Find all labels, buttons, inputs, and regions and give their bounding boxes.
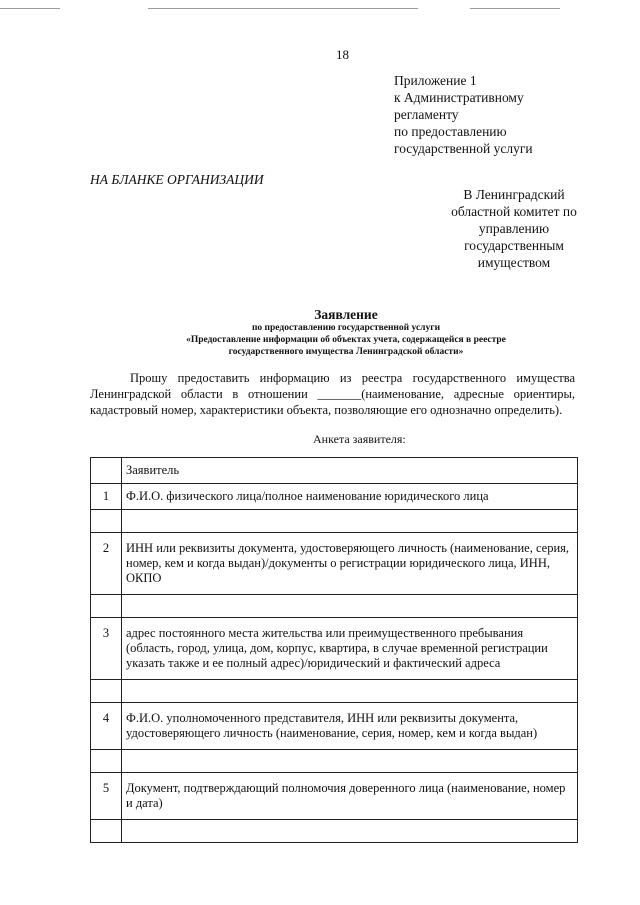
addressee-block (420, 186, 608, 271)
addressee-line: управлению (478, 221, 550, 236)
page-number: 18 (336, 47, 349, 62)
row-label: ИНН или реквизиты документа, удостоверяющего личность (наименование, серия, номер, кем и когда выдан)/документы о регистрации юридического лица, ИНН, ОКПО (122, 533, 578, 595)
row-number: 5 (91, 773, 122, 820)
row-label: Ф.И.О. физического лица/полное наименование юридического лица (122, 484, 578, 510)
appendix-block (394, 72, 614, 157)
appendix-line: к Административному (394, 90, 524, 105)
answer-field[interactable] (122, 820, 578, 843)
table-answer-row (91, 510, 578, 533)
document-title: Заявление (314, 307, 378, 322)
table-answer-row (91, 680, 578, 703)
letterhead-note: НА БЛАНКЕ ОРГАНИЗАЦИИ (90, 172, 264, 187)
table-cell-num (91, 458, 122, 484)
table-answer-row (91, 595, 578, 618)
applicant-form-table (90, 457, 578, 843)
subtitle-line: «Предоставление информации об объектах учета, содержащейся в реестре (186, 335, 506, 345)
table-row (91, 618, 578, 680)
addressee-line: имуществом (477, 255, 551, 270)
answer-field[interactable] (122, 595, 578, 618)
appendix-line: государственной услуги (394, 141, 533, 156)
table-header-cell: Заявитель (122, 458, 578, 484)
scan-artifact-line (0, 8, 60, 9)
scan-artifact-line (148, 8, 418, 9)
row-number: 2 (91, 533, 122, 595)
answer-field[interactable] (122, 750, 578, 773)
subtitle-line: по предоставлению государственной услуги (251, 323, 441, 333)
answer-num-cell (91, 750, 122, 773)
appendix-line: Приложение 1 (394, 73, 477, 88)
request-paragraph: Прошу предоставить информацию из реестра государственного имущества Ленинградской области в отношении _______(наименование, адресные ориентиры, кадастровый номер, характеристики объекта, позволяющие его однозначно определить). (90, 371, 575, 417)
subtitle-line: государственного имущества Ленинградской области» (228, 347, 464, 357)
scan-artifact-line (470, 8, 560, 9)
table-row (91, 703, 578, 750)
addressee-line: областной комитет по (451, 204, 577, 219)
answer-num-cell (91, 680, 122, 703)
appendix-line: по предоставлению (394, 124, 507, 139)
table-row (91, 533, 578, 595)
row-number: 1 (91, 484, 122, 510)
appendix-line: регламенту (394, 107, 459, 122)
answer-field[interactable] (122, 510, 578, 533)
row-number: 3 (91, 618, 122, 680)
table-row (91, 484, 578, 510)
document-subtitle (90, 322, 602, 358)
row-label: Документ, подтверждающий полномочия доверенного лица (наименование, номер и дата) (122, 773, 578, 820)
answer-num-cell (91, 510, 122, 533)
row-label: Ф.И.О. уполномоченного представителя, ИНН или реквизиты документа, удостоверяющего личность (наименование, серия, номер, кем и когда выдан) (122, 703, 578, 750)
addressee-line: государственным (464, 238, 564, 253)
table-answer-row (91, 820, 578, 843)
row-label: адрес постоянного места жительства или преимущественного пребывания (область, город, улица, дом, корпус, квартира, в случае временной регистрации указать также и ее полный адрес)/юридический и фактический адреса (122, 618, 578, 680)
form-heading: Анкета заявителя: (313, 432, 406, 446)
answer-num-cell (91, 595, 122, 618)
answer-num-cell (91, 820, 122, 843)
addressee-line: В Ленинградский (463, 187, 565, 202)
table-header-row (91, 458, 578, 484)
table-answer-row (91, 750, 578, 773)
table-row (91, 773, 578, 820)
answer-field[interactable] (122, 680, 578, 703)
row-number: 4 (91, 703, 122, 750)
